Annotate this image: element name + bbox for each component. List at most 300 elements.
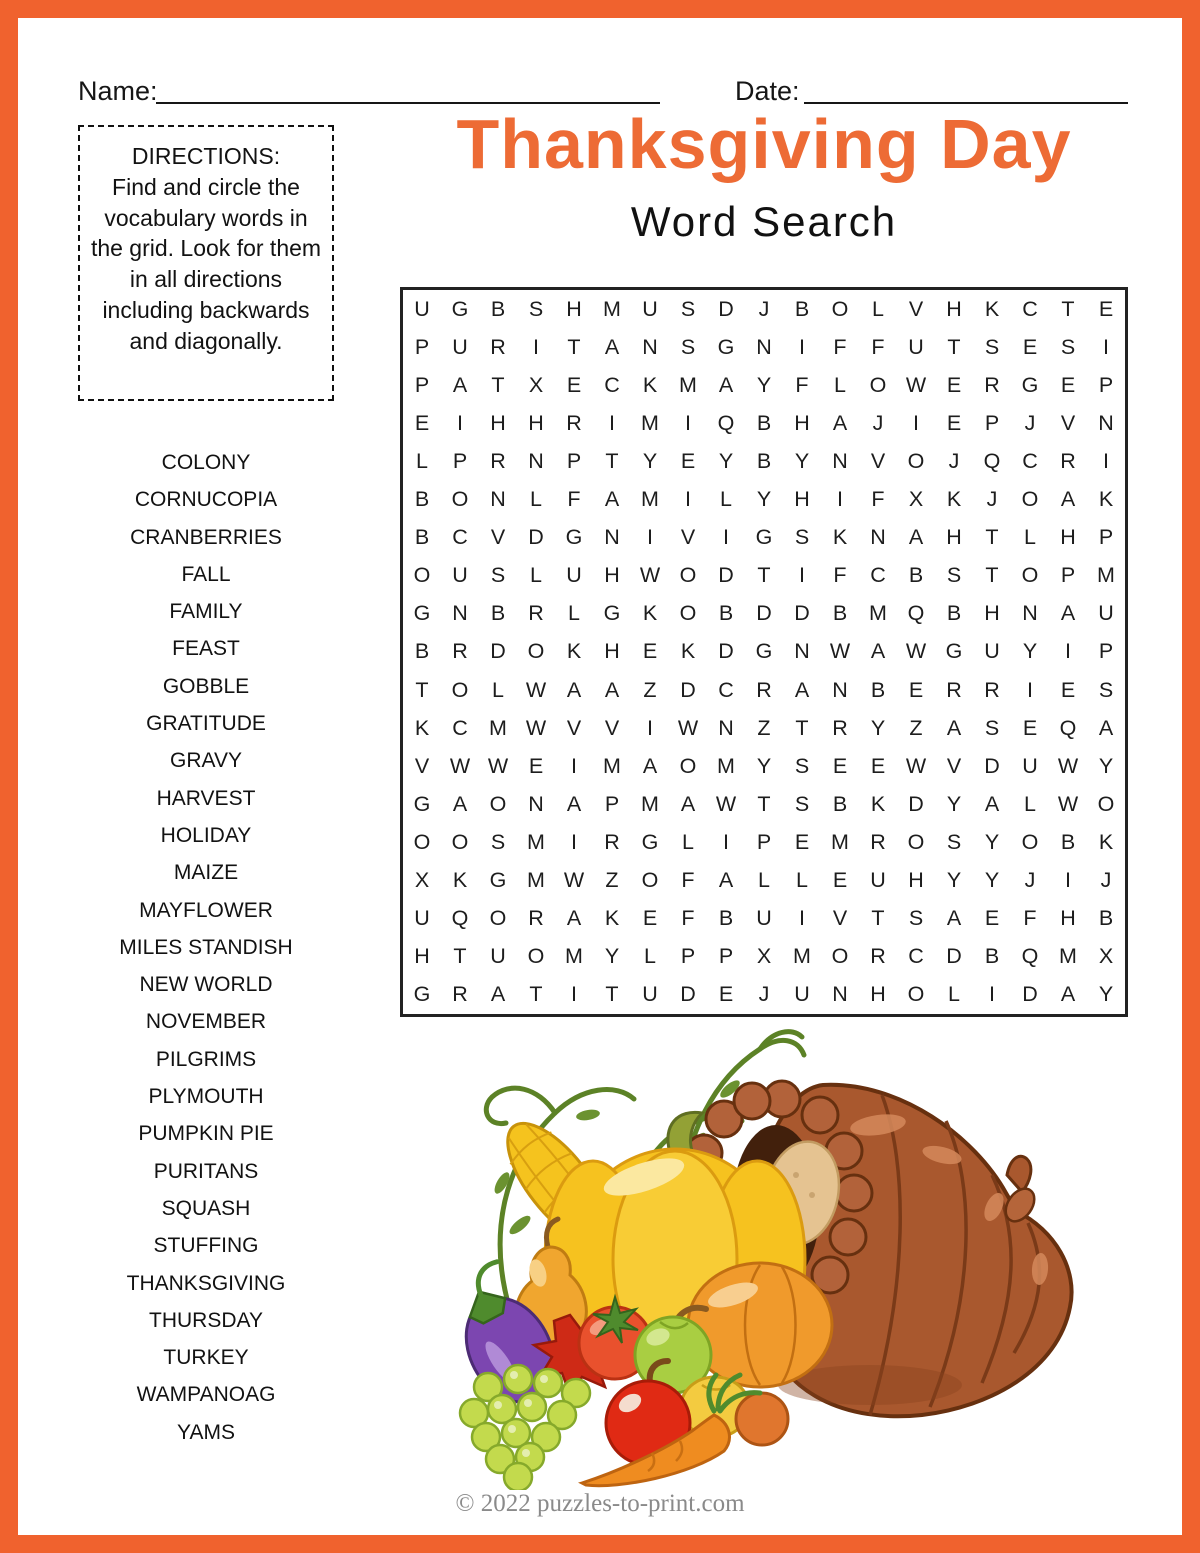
grid-cell: A [1060, 601, 1076, 626]
grid-cell: S [794, 753, 810, 778]
grid-cell: R [528, 906, 544, 931]
grid-cell: J [948, 448, 960, 473]
grid-cell: G [413, 982, 431, 1007]
grid-cell: D [1022, 982, 1038, 1007]
grid-cell: I [799, 906, 805, 931]
grid-cell: K [832, 525, 848, 550]
grid-cell: E [1098, 296, 1114, 321]
grid-cell: C [718, 677, 734, 702]
grid-cell: E [832, 753, 848, 778]
word-list-item: THANKSGIVING [126, 1271, 286, 1295]
grid-cell: R [490, 334, 506, 359]
grid-cell: K [566, 639, 582, 664]
grid-cell: U [490, 944, 506, 969]
directions-text: Find and circle the vocabulary words in the grid. Look for them in all directions including backwards and diagonally. [90, 173, 322, 354]
grid-cell: N [794, 639, 810, 664]
grid-cell: B [414, 639, 430, 664]
grid-cell: S [794, 791, 810, 816]
grid-cell: I [457, 410, 463, 435]
grid-cell: I [723, 830, 729, 855]
grid-cell: R [452, 639, 468, 664]
grid-cell: M [793, 944, 811, 969]
grid-cell: I [723, 525, 729, 550]
grid-cell: L [1024, 525, 1036, 550]
grid-cell: A [604, 334, 620, 359]
grid-cell: E [908, 677, 924, 702]
grid-cell: M [679, 372, 697, 397]
grid-cell: B [756, 448, 772, 473]
grid-cell: T [757, 563, 771, 588]
grid-cell: Q [451, 906, 469, 931]
grid-cell: M [527, 868, 545, 893]
grid-cell: A [908, 525, 924, 550]
grid-cell: V [604, 715, 620, 740]
grid-cell: O [527, 944, 545, 969]
grid-cell: B [1060, 830, 1076, 855]
grid-cell: Y [870, 715, 886, 740]
grid-cell: M [1097, 563, 1115, 588]
grid-cell: K [870, 791, 886, 816]
grid-cell: E [1022, 715, 1038, 740]
grid-cell: H [604, 563, 620, 588]
grid-cell: G [413, 791, 431, 816]
grid-cell: Z [643, 677, 657, 702]
grid-cell: O [1021, 563, 1039, 588]
grid-cell: V [870, 448, 886, 473]
grid-cell: F [795, 372, 809, 397]
grid-cell: I [647, 715, 653, 740]
grid-cell: Z [605, 868, 619, 893]
grid-cell: C [908, 944, 924, 969]
grid-cell: C [1022, 448, 1038, 473]
grid-cell: D [908, 791, 924, 816]
grid-cell: E [718, 982, 734, 1007]
grid-cell: D [718, 296, 734, 321]
grid-cell: K [984, 296, 1000, 321]
grid-cell: S [680, 296, 696, 321]
grid-cell: X [528, 372, 544, 397]
grid-cell: C [452, 525, 468, 550]
grid-cell: I [837, 487, 843, 512]
grid-cell: M [641, 487, 659, 512]
grid-cell: E [946, 372, 962, 397]
word-list-item: GRATITUDE [146, 712, 266, 736]
grid-cell: Q [1021, 944, 1039, 969]
grid-cell: T [757, 791, 771, 816]
word-list-item: MAIZE [173, 861, 239, 885]
grid-cell: M [641, 791, 659, 816]
grid-cell: P [1098, 639, 1114, 664]
grid-cell: A [1060, 487, 1076, 512]
grid-cell: Y [1022, 639, 1038, 664]
grid-cell: B [490, 601, 506, 626]
grid-cell: F [567, 487, 581, 512]
grid-cell: A [604, 487, 620, 512]
grid-cell: I [1027, 677, 1033, 702]
grid-cell: P [718, 944, 734, 969]
title-block [400, 104, 1128, 246]
grid-cell: W [1057, 791, 1079, 816]
grid-cell: D [490, 639, 506, 664]
orange-fruit-icon [736, 1393, 788, 1445]
grid-cell: D [680, 982, 696, 1007]
grid-cell: A [718, 372, 734, 397]
grid-cell: A [1060, 982, 1076, 1007]
grid-cell: T [605, 982, 619, 1007]
grid-cell: K [642, 601, 658, 626]
grid-cell: H [566, 296, 582, 321]
grid-cell: V [1060, 410, 1076, 435]
grid-cell: D [718, 639, 734, 664]
grid-cell: T [491, 372, 505, 397]
grid-cell: D [946, 944, 962, 969]
grid-cell: H [528, 410, 544, 435]
grid-cell: P [680, 944, 696, 969]
grapes-icon [460, 1365, 590, 1490]
grid-cell: O [451, 487, 469, 512]
grid-cell: P [452, 448, 468, 473]
grid-cell: A [566, 791, 582, 816]
grid-cell: H [908, 868, 924, 893]
grid-cell: W [1057, 753, 1079, 778]
grid-cell: U [642, 296, 658, 321]
word-list-item: FALL [181, 562, 231, 586]
grid-cell: O [489, 906, 507, 931]
grid-cell: O [679, 601, 697, 626]
word-list-item: MILES STANDISH [119, 935, 293, 959]
grid-cell: T [985, 563, 999, 588]
grid-cell: G [717, 334, 735, 359]
grid-cell: U [452, 334, 468, 359]
grid-cell: E [528, 753, 544, 778]
grid-cell: O [831, 296, 849, 321]
grid-cell: H [984, 601, 1000, 626]
grid-cell: F [1023, 906, 1037, 931]
grid-cell: A [490, 982, 506, 1007]
grid-cell: U [1098, 601, 1114, 626]
grid-cell: D [794, 601, 810, 626]
grid-cell: F [871, 487, 885, 512]
grid-cell: Y [642, 448, 658, 473]
grid-cell: N [642, 334, 658, 359]
grid-cell: O [489, 791, 507, 816]
grid-cell: R [984, 372, 1000, 397]
grid-cell: M [489, 715, 507, 740]
grid-cell: P [984, 410, 1000, 435]
grid-cell: O [1097, 791, 1115, 816]
grid-cell: K [946, 487, 962, 512]
word-search-grid [400, 287, 1128, 1017]
grid-cell: S [680, 334, 696, 359]
worksheet-sheet [18, 18, 1182, 1535]
grid-cell: A [566, 677, 582, 702]
grid-cell: B [832, 601, 848, 626]
grid-cell: O [907, 830, 925, 855]
grid-cell: I [685, 410, 691, 435]
grid-cell: O [413, 830, 431, 855]
word-list-item: PURITANS [153, 1159, 259, 1183]
grid-cell: N [756, 334, 772, 359]
grid-cell: F [871, 334, 885, 359]
grid-cell: A [1098, 715, 1114, 740]
grid-cell: M [565, 944, 583, 969]
page-title: Thanksgiving Day [456, 105, 1072, 183]
grid-cell: X [756, 944, 772, 969]
grid-cell: L [530, 487, 542, 512]
grid-cell: T [795, 715, 809, 740]
grid-cell: G [945, 639, 963, 664]
grid-cell: I [571, 982, 577, 1007]
grid-cell: Q [717, 410, 735, 435]
date-label: Date: [735, 76, 800, 106]
word-list-item: NOVEMBER [145, 1010, 267, 1034]
grid-cell: Q [1059, 715, 1077, 740]
grid-cell: N [490, 487, 506, 512]
grid-cell: H [604, 639, 620, 664]
grid-cell: T [415, 677, 429, 702]
grid-cell: H [794, 487, 810, 512]
grid-cell: S [794, 525, 810, 550]
grid-cell: T [985, 525, 999, 550]
grid-cell: I [609, 410, 615, 435]
grid-cell: U [452, 563, 468, 588]
grid-cell: V [946, 753, 962, 778]
grid-cell: R [756, 677, 772, 702]
grid-cell: Z [909, 715, 923, 740]
grid-cell: K [1098, 487, 1114, 512]
grid-cell: B [490, 296, 506, 321]
grid-cell: I [571, 830, 577, 855]
grid-cell: Y [1098, 753, 1114, 778]
grid-cell: K [1098, 830, 1114, 855]
grid-cell: E [1060, 677, 1076, 702]
grid-cell: Y [718, 448, 734, 473]
grid-cell: E [794, 830, 810, 855]
grid-cell: U [984, 639, 1000, 664]
grid-cell: W [715, 791, 737, 816]
grid-cell: F [681, 906, 695, 931]
grid-cell: E [870, 753, 886, 778]
grid-cell: O [679, 563, 697, 588]
grid-cell: I [989, 982, 995, 1007]
grid-cell: R [452, 982, 468, 1007]
grid-cell: S [908, 906, 924, 931]
grid-cell: E [1060, 372, 1076, 397]
grid-cell: U [642, 982, 658, 1007]
grid-cell: E [1022, 334, 1038, 359]
grid-cell: B [908, 563, 924, 588]
grid-cell: R [984, 677, 1000, 702]
grid-cell: O [869, 372, 887, 397]
grid-cell: N [832, 448, 848, 473]
grid-cell: E [832, 868, 848, 893]
grid-cell: B [756, 410, 772, 435]
grid-cell: Z [757, 715, 771, 740]
grid-cell: I [533, 334, 539, 359]
word-list-item: FAMILY [169, 600, 243, 624]
grid-cell: J [758, 296, 770, 321]
grid-cell: H [414, 944, 430, 969]
grid-cell: S [984, 334, 1000, 359]
grid-cell: E [984, 906, 1000, 931]
grid-cell: A [452, 791, 468, 816]
word-list-item: COLONY [161, 451, 251, 474]
grid-cell: L [796, 868, 808, 893]
grid-cell: D [756, 601, 772, 626]
grid-cell: T [529, 982, 543, 1007]
grid-cell: R [604, 830, 620, 855]
word-list-item: NEW WORLD [139, 973, 273, 997]
grid-cell: V [490, 525, 506, 550]
grid-cell: A [452, 372, 468, 397]
grid-cell: B [718, 906, 734, 931]
grid-cell: O [451, 677, 469, 702]
grid-cell: G [489, 868, 507, 893]
grid-cell: M [603, 296, 621, 321]
grid-cell: M [603, 753, 621, 778]
grid-cell: T [567, 334, 581, 359]
grid-cell: N [528, 791, 544, 816]
grid-cell: R [528, 601, 544, 626]
grid-cell: L [948, 982, 960, 1007]
word-list-item: GRAVY [170, 749, 242, 773]
grid-cell: O [451, 830, 469, 855]
grid-cell: T [453, 944, 467, 969]
grid-cell: I [1065, 639, 1071, 664]
grid-cell: Y [794, 448, 810, 473]
grid-cell: G [641, 830, 659, 855]
grid-cell: O [1021, 487, 1039, 512]
grid-cell: W [563, 868, 585, 893]
grid-cell: U [908, 334, 924, 359]
grid-cell: O [527, 639, 545, 664]
grid-cell: K [642, 372, 658, 397]
word-list-item: PUMPKIN PIE [138, 1122, 274, 1146]
grid-cell: L [568, 601, 580, 626]
grid-cell: N [718, 715, 734, 740]
word-list-item: TURKEY [163, 1346, 249, 1370]
grid-cell: A [946, 715, 962, 740]
grid-cell: R [870, 830, 886, 855]
grid-cell: O [641, 868, 659, 893]
grid-cell: G [413, 601, 431, 626]
grid-cell: B [946, 601, 962, 626]
grid-cell: M [831, 830, 849, 855]
grid-cell: B [414, 487, 430, 512]
grid-cell: P [1060, 563, 1076, 588]
grid-cell: U [870, 868, 886, 893]
word-list-item: CORNUCOPIA [134, 488, 278, 512]
grid-cell: V [680, 525, 696, 550]
grid-cell: S [946, 563, 962, 588]
grid-cell: H [946, 296, 962, 321]
grid-cell: B [1098, 906, 1114, 931]
grid-cell: W [677, 715, 699, 740]
grid-cell: M [717, 753, 735, 778]
grid-cell: E [680, 448, 696, 473]
grid-cell: A [832, 410, 848, 435]
grid-cell: N [528, 448, 544, 473]
grid-cell: L [758, 868, 770, 893]
word-list-item: FEAST [172, 637, 240, 661]
grid-cell: L [1024, 791, 1036, 816]
grid-cell: Y [756, 372, 772, 397]
grid-cell: L [834, 372, 846, 397]
grid-cell: I [1103, 334, 1109, 359]
grid-cell: U [1022, 753, 1038, 778]
grid-cell: W [905, 372, 927, 397]
grid-cell: A [642, 753, 658, 778]
grid-cell: C [604, 372, 620, 397]
grid-cell: J [1024, 868, 1036, 893]
word-list-item: CRANBERRIES [130, 525, 282, 549]
grid-cell: X [414, 868, 430, 893]
grid-cell: Y [984, 868, 1000, 893]
grid-cell: S [984, 715, 1000, 740]
word-list-item: MAYFLOWER [139, 898, 273, 922]
grid-cell: L [872, 296, 884, 321]
grid-cell: I [799, 563, 805, 588]
grid-cell: J [758, 982, 770, 1007]
grid-cell: V [414, 753, 430, 778]
grid-cell: G [755, 525, 773, 550]
grid-cell: B [794, 296, 810, 321]
grid-cell: V [908, 296, 924, 321]
grid-cell: W [639, 563, 661, 588]
grid-cell: E [566, 372, 582, 397]
grid-cell: A [794, 677, 810, 702]
directions-heading: DIRECTIONS: [131, 143, 281, 169]
word-list-item: THURSDAY [149, 1308, 263, 1332]
grid-cell: L [682, 830, 694, 855]
grid-cell: H [794, 410, 810, 435]
grid-cell: H [946, 525, 962, 550]
grid-cell: U [794, 982, 810, 1007]
grid-cell: P [1098, 525, 1114, 550]
grid-cell: Y [946, 868, 962, 893]
grid-cell: Q [907, 601, 925, 626]
page-subtitle: Word Search [630, 198, 898, 245]
grid-cell: A [946, 906, 962, 931]
grid-cell: K [604, 906, 620, 931]
grid-cell: H [870, 982, 886, 1007]
grid-cell: A [604, 677, 620, 702]
grid-cell: S [490, 563, 506, 588]
grid-cell: W [829, 639, 851, 664]
grid-cell: L [416, 448, 428, 473]
grid-cell: K [414, 715, 430, 740]
grid-cell: M [527, 830, 545, 855]
grid-cell: G [451, 296, 469, 321]
grid-cell: E [414, 410, 430, 435]
grid-cell: J [872, 410, 884, 435]
grid-cell: B [832, 791, 848, 816]
word-list-item: YAMS [177, 1420, 235, 1444]
grid-cell: O [907, 448, 925, 473]
grid-cell: Y [756, 753, 772, 778]
grid-cell: U [566, 563, 582, 588]
grid-cell: A [870, 639, 886, 664]
grid-cell: A [680, 791, 696, 816]
grid-cell: R [1060, 448, 1076, 473]
grid-cell: R [566, 410, 582, 435]
grid-cell: D [528, 525, 544, 550]
grid-cell: Y [604, 944, 620, 969]
grid-cell: O [679, 753, 697, 778]
grid-cell: O [907, 982, 925, 1007]
grid-cell: W [905, 639, 927, 664]
grid-cell: O [1021, 830, 1039, 855]
